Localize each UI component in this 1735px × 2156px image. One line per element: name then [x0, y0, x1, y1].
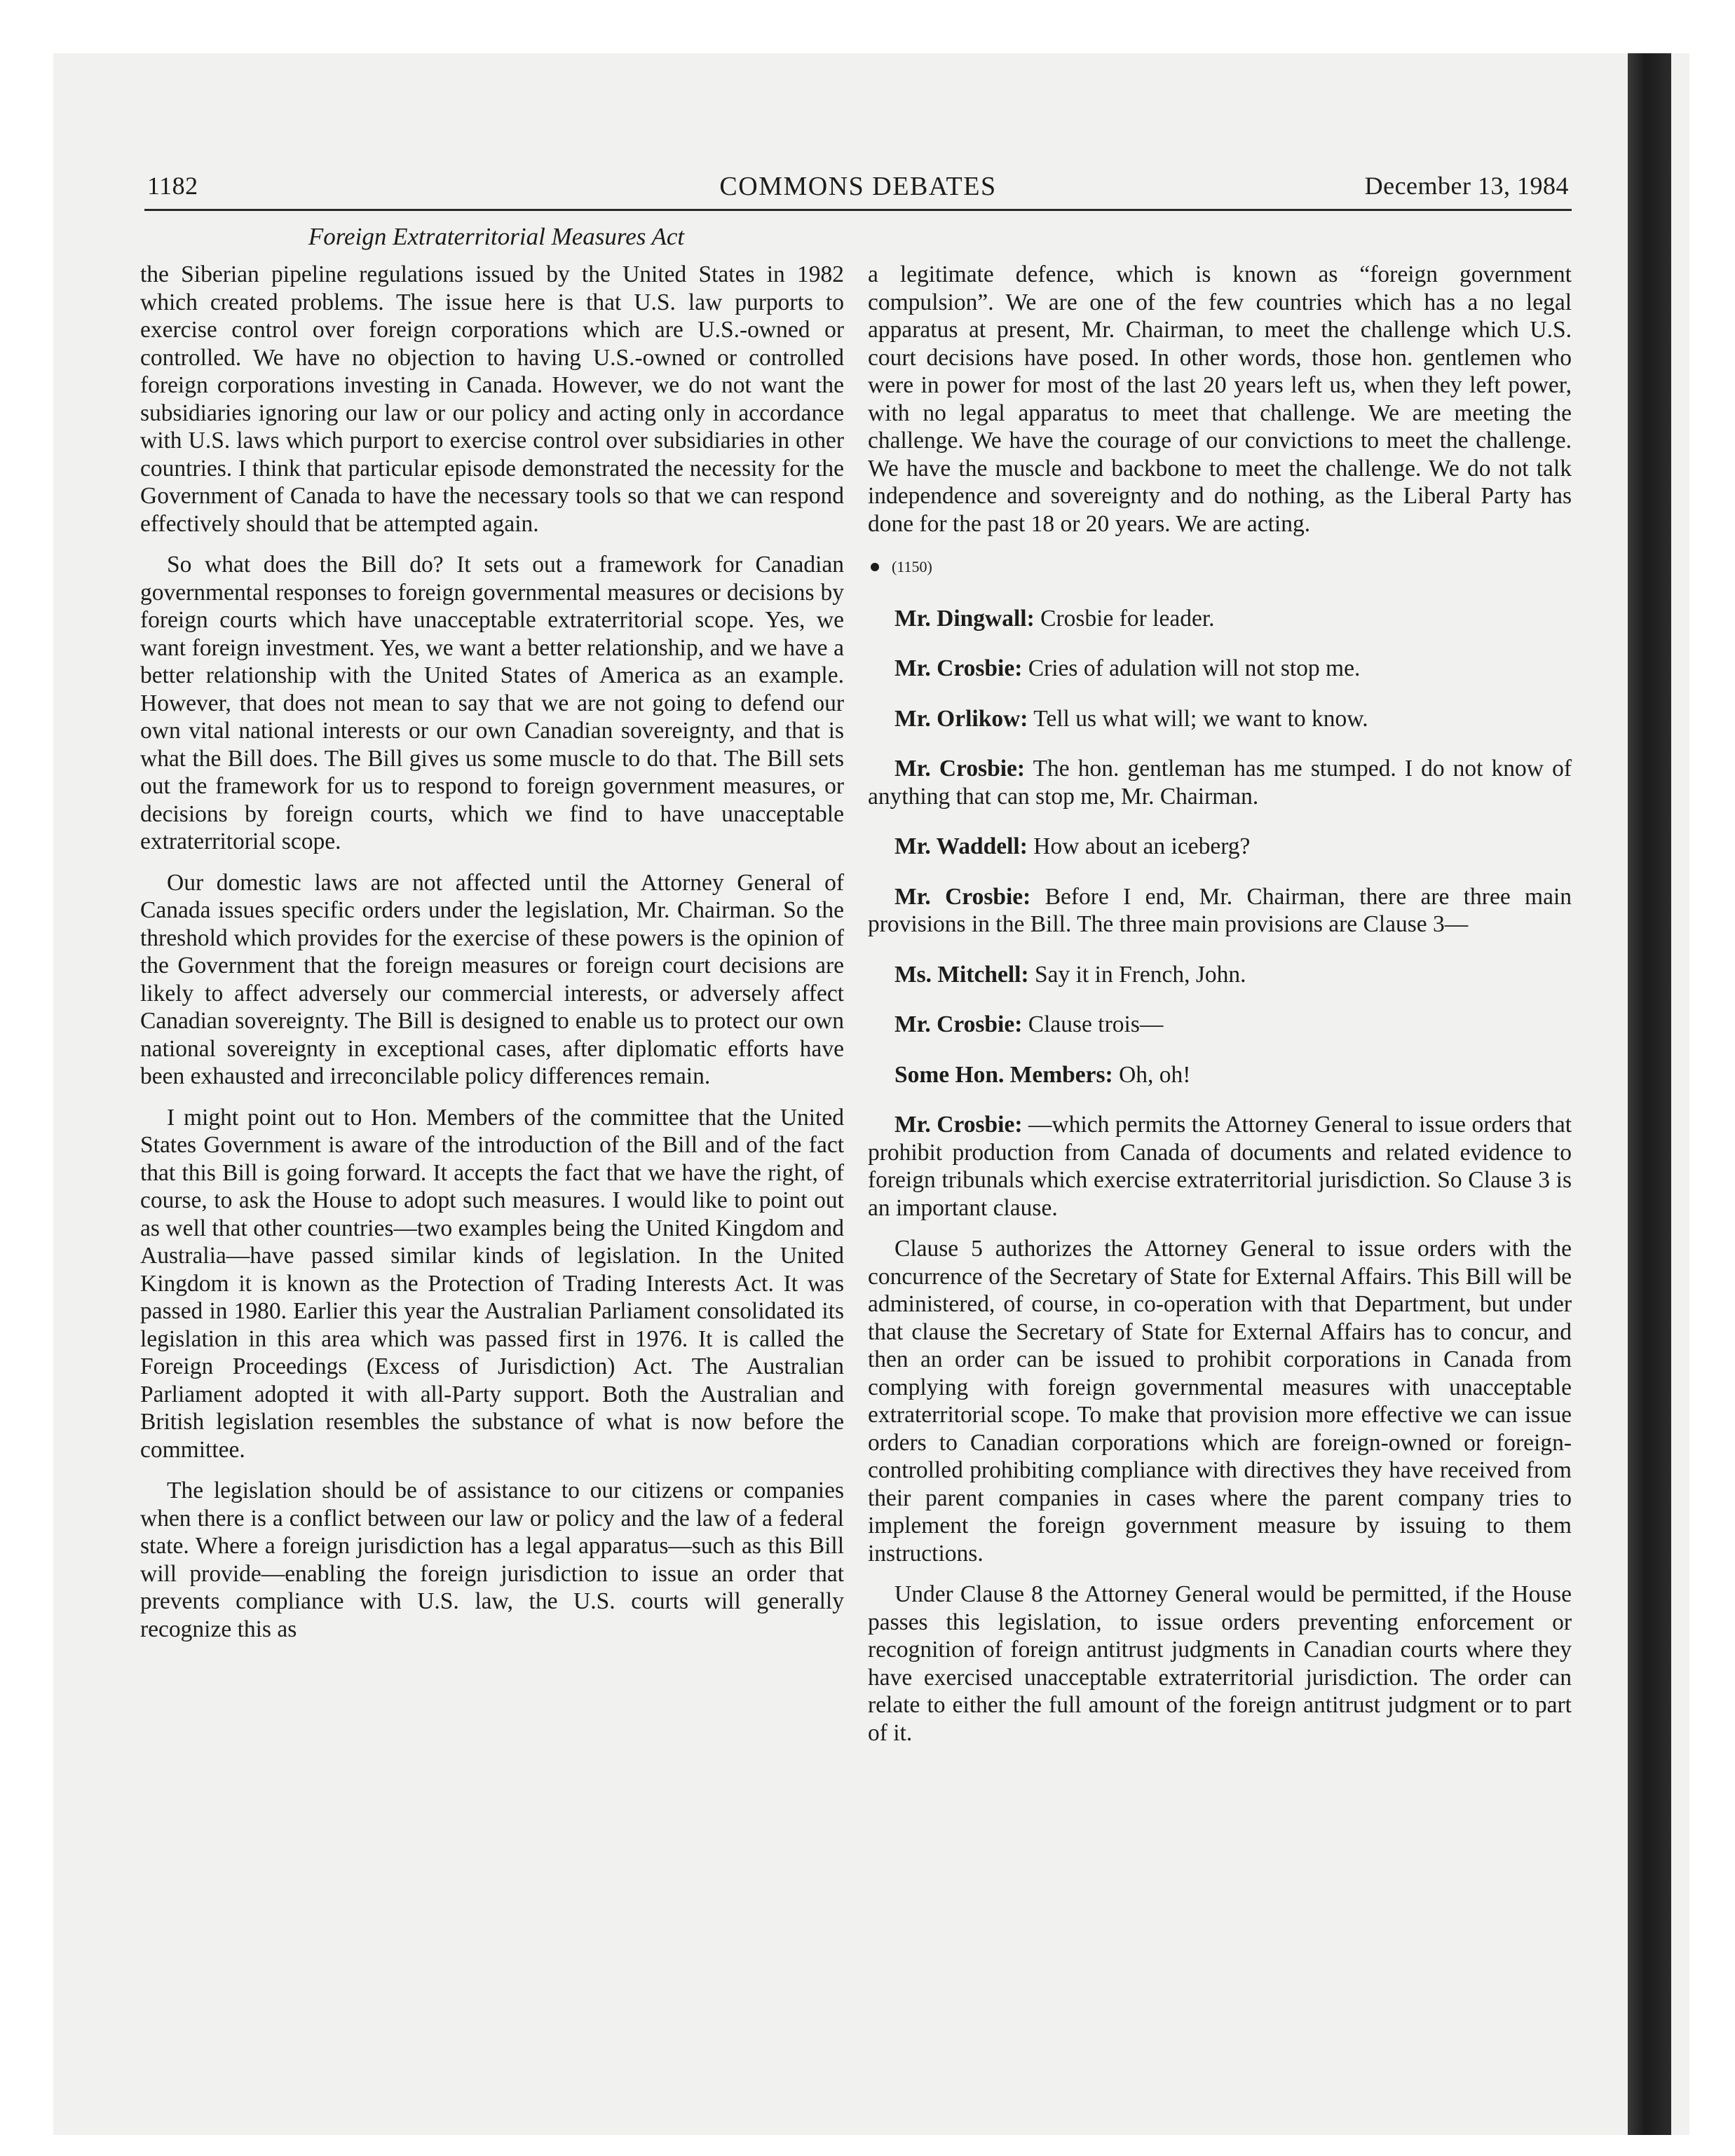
speaker-remark: How about an iceberg?	[1033, 833, 1251, 859]
speaker-exchange	[868, 705, 1572, 733]
timestamp-marker	[871, 553, 1572, 581]
speaker-remark: Say it in French, John.	[1035, 961, 1246, 988]
speaker-exchange	[868, 605, 1572, 633]
bullet-icon	[871, 563, 879, 571]
speaker-exchange	[868, 883, 1572, 939]
speaker-remark: Cries of adulation will not stop me.	[1028, 655, 1361, 681]
speaker-name: Mr. Crosbie:	[894, 1112, 1023, 1138]
speaker-remark: Before I end, Mr. Chairman, there are three main provisions in the Bill. The three main provisions are Clause 3—	[868, 883, 1572, 937]
speaker-name: Some Hon. Members:	[894, 1061, 1113, 1088]
paragraph: a legitimate defence, which is known as “foreign government compulsion”. We are one of the few countries which has a no legal apparatus at present, Mr. Chairman, to meet the challenge which U.S. court decisions have posed. In other words, those hon. gentlemen who were in power for most of the last 20 years left us, when they left power, with no legal apparatus to meet that challenge. We are meeting the challenge. We have the courage of our convictions to meet the challenge. We have the muscle and backbone to meet the challenge. We do not talk independence and sovereignty and do nothing, as the Liberal Party has done for the past 18 or 20 years. We are acting.	[868, 261, 1572, 537]
speaker-name: Mr. Dingwall:	[894, 605, 1035, 632]
speaker-name: Mr. Waddell:	[894, 833, 1028, 859]
paragraph: the Siberian pipeline regulations issued by the United States in 1982 which created problems. The issue here is that U.S. law purports to exercise control over foreign corporations which are U.S.-owned or controlled. We have no objection to having U.S.-owned or controlled foreign corporations investing in Canada. However, we do not want the subsidiaries ignoring our law or our policy and acting only in accordance with U.S. laws which purport to exercise control over subsidiaries in other countries. I think that particular episode demonstrated the necessity for the Government of Canada to have the necessary tools so that we can respond effectively should that be attempted again.	[140, 261, 844, 537]
speaker-name: Mr. Orlikow:	[894, 705, 1028, 732]
speaker-exchange	[868, 755, 1572, 810]
paragraph: Clause 5 authorizes the Attorney General to issue orders with the concurrence of the Secretary of State for External Affairs. This Bill will be administered, of course, in co-operation with that Department, but under that clause the Secretary of State for External Affairs has to concur, and then an order can be issued to prohibit corporations in Canada from complying with foreign governmental measures with unacceptable extraterritorial scope. To make that provision more effective we can issue orders to Canadian corporations which are foreign-owned or foreign-controlled prohibiting compliance with directives they have received from their parent companies in cases where the parent company tries to implement the foreign government measure by issuing to them instructions.	[868, 1236, 1572, 1567]
paragraph: Our domestic laws are not affected until the Attorney General of Canada issues specific orders under the legislation, Mr. Chairman. So the threshold which provides for the exercise of these powers is the opinion of the Government that the foreign measures or foreign court decisions are likely to affect adversely our commercial interests, or adversely affect Canadian sovereignty. The Bill is designed to enable us to protect our own national sovereignty in exceptional cases, after diplomatic efforts have been exhausted and irreconcilable policy differences remain.	[140, 869, 844, 1089]
paragraph: Under Clause 8 the Attorney General would be permitted, if the House passes this legislation, to issue orders preventing enforcement or recognition of foreign antitrust judgments in Canadian courts where they have exercised unacceptable extraterritorial jurisdiction. The order can relate to either the full amount of the foreign antitrust judgment or to part of it.	[868, 1581, 1572, 1746]
speaker-name: Mr. Crosbie:	[894, 655, 1023, 681]
speaker-remark: —which permits the Attorney General to issue orders that prohibit production from Canada of documents and related evidence to foreign tribunals which exercise extraterritorial jurisdiction. So Clause 3 is an important clause.	[868, 1112, 1572, 1221]
speaker-remark: Clause trois—	[1028, 1011, 1164, 1037]
left-column	[140, 261, 844, 1656]
sitting-date: December 13, 1984	[1364, 172, 1569, 200]
speaker-exchange	[868, 961, 1572, 989]
page-header	[144, 167, 1572, 211]
paragraph: I might point out to Hon. Members of the committee that the United States Government is aware of the introduction of the Bill and of the fact that this Bill is going forward. It accepts the fact that we have the right, of course, to ask the House to adopt such measures. I would like to point out as well that other countries—two examples being the United Kingdom and Australia—have passed similar kinds of legislation. In the United Kingdom it is known as the Protection of Trading Interests Act. It was passed in 1980. Earlier this year the Australian Parliament consolidated its legislation in this area which was passed first in 1976. It is called the Foreign Proceedings (Excess of Jurisdiction) Act. The Australian Parliament adopted it with all-Party support. Both the Australian and British legislation resembles the substance of what is now before the committee.	[140, 1104, 844, 1463]
speaker-exchange	[868, 1011, 1572, 1039]
publication-title: COMMONS DEBATES	[719, 172, 997, 201]
speaker-name: Mr. Crosbie:	[894, 883, 1031, 910]
scan-edge-strip	[1628, 53, 1671, 2135]
paragraph: So what does the Bill do? It sets out a framework for Canadian governmental responses to foreign governmental measures or decisions by foreign courts which have unacceptable extraterritorial scope. Yes, we want foreign investment. Yes, we want a better relationship, and we have a better relationship with the United States of America as an example. However, that does not mean to say that we are not going to defend our own vital national interests or our own Canadian sovereignty, and that is what the Bill does. The Bill gives us some muscle to do that. The Bill sets out the framework for us to respond to foreign government measures, or decisions by foreign courts, which we find to have unacceptable extraterritorial scope.	[140, 552, 844, 854]
speaker-remark: Crosbie for leader.	[1040, 605, 1215, 632]
speaker-name: Ms. Mitchell:	[894, 961, 1029, 988]
speaker-exchange	[868, 833, 1572, 861]
running-title: Foreign Extraterritorial Measures Act	[308, 223, 685, 250]
speaker-remark: Oh, oh!	[1119, 1061, 1191, 1088]
speaker-exchange	[868, 655, 1572, 683]
paragraph: The legislation should be of assistance to our citizens or companies when there is a conflict between our law or policy and the law of a federal state. Where a foreign jurisdiction has a legal apparatus—such as this Bill will provide—enabling the foreign jurisdiction to issue an order that prevents compliance with U.S. law, the U.S. courts will generally recognize this as	[140, 1478, 844, 1642]
timestamp: (1150)	[892, 558, 932, 575]
speaker-name: Mr. Crosbie:	[894, 1011, 1023, 1037]
page-number: 1182	[147, 172, 198, 200]
speaker-remark: The hon. gentleman has me stumped. I do not know of anything that can stop me, Mr. Chairman.	[868, 756, 1572, 810]
speaker-exchange	[868, 1061, 1572, 1089]
speaker-name: Mr. Crosbie:	[894, 756, 1026, 782]
right-column	[868, 261, 1572, 1760]
speaker-exchange	[868, 1111, 1572, 1222]
speaker-remark: Tell us what will; we want to know.	[1033, 705, 1368, 732]
